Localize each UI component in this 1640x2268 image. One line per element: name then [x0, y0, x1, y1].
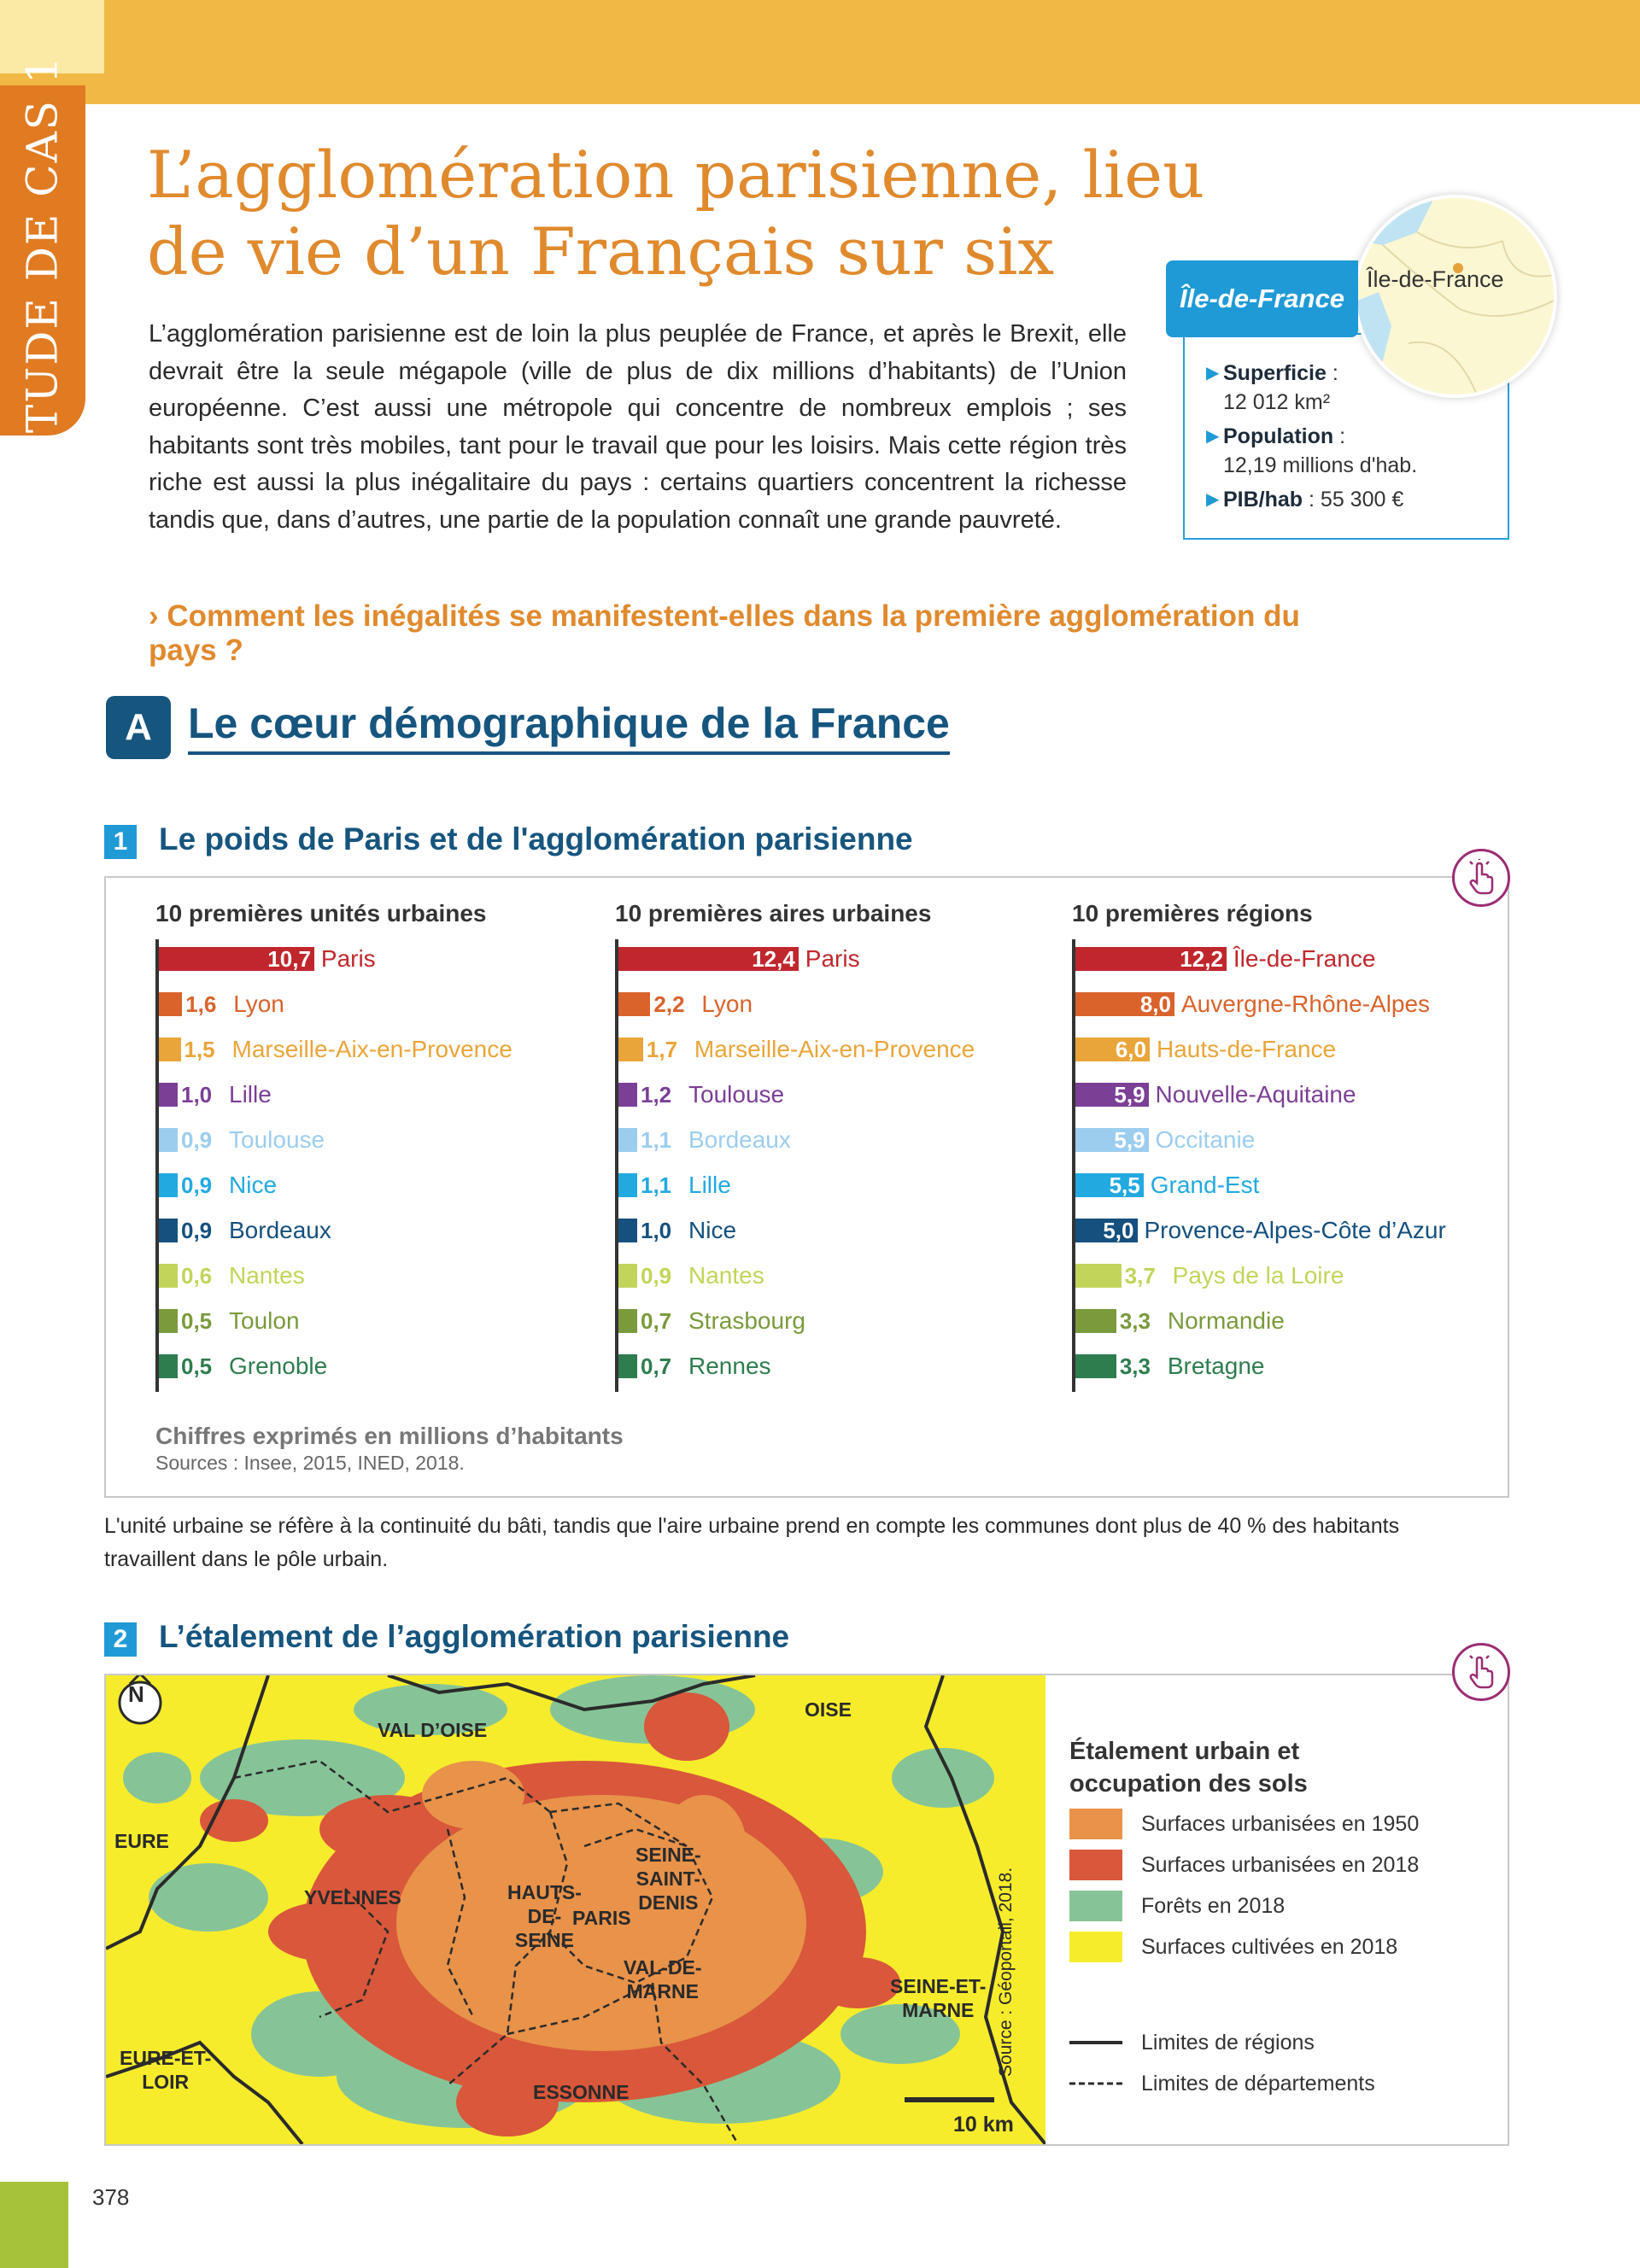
- bar-row: [618, 1038, 1097, 1063]
- hand-pointer-icon: [1462, 859, 1500, 897]
- bar: [159, 1128, 178, 1152]
- bar-row: [618, 1264, 1097, 1289]
- section-badge: A: [106, 696, 171, 759]
- bullet-icon: ▶: [1206, 490, 1220, 509]
- locator-map-icon: [1357, 198, 1554, 395]
- bar: [159, 1219, 178, 1242]
- bar-row: [159, 1264, 637, 1289]
- bar-label: Lyon: [233, 991, 284, 1017]
- bar-value: 1,7: [646, 1037, 678, 1062]
- bar-label: Nouvelle-Aquitaine: [1155, 1081, 1356, 1108]
- bar-label: Lille: [229, 1081, 272, 1108]
- bar-row: [1075, 1083, 1554, 1108]
- bar-label: Normandie: [1167, 1307, 1285, 1334]
- bar-row: [159, 947, 637, 973]
- bar-label: Strasbourg: [688, 1307, 805, 1334]
- sources: Sources : Insee, 2015, INED, 2018.: [155, 1452, 465, 1474]
- bar-label: Marseille-Aix-en-Provence: [231, 1036, 512, 1062]
- legend-swatch: [1069, 1809, 1122, 1839]
- bar-row: [1075, 1128, 1554, 1154]
- bar-row: [1075, 1173, 1554, 1199]
- bar-value: 10,7: [267, 946, 311, 972]
- bar-value: 12,4: [752, 946, 795, 972]
- bar-row: [618, 947, 1097, 973]
- bar-value: 5,9: [1114, 1127, 1145, 1153]
- bar-value: 3,3: [1119, 1308, 1151, 1334]
- bar-row: [618, 1219, 1097, 1244]
- legend-item: Forêts en 2018: [1069, 1891, 1285, 1921]
- bar-label: Lille: [688, 1172, 731, 1198]
- bar: [618, 1083, 637, 1107]
- info-label: Superficie: [1223, 361, 1327, 385]
- doc2-number: 2: [104, 1622, 137, 1657]
- bar-row: [159, 1354, 637, 1380]
- bar-value: 5,5: [1109, 1172, 1140, 1198]
- bar: [159, 992, 182, 1016]
- bar: [159, 1038, 181, 1061]
- bar-row: [618, 1354, 1097, 1380]
- bar-label: Paris: [320, 945, 376, 972]
- map-label-val-doise: VAL D’OISE: [378, 1719, 488, 1741]
- bar-label: Bretagne: [1167, 1353, 1265, 1379]
- bar: [618, 1038, 643, 1061]
- info-value: 55 300 €: [1320, 488, 1404, 511]
- definition-note: L'unité urbaine se réfère à la continuité du bâti, tandis que l'aire urbaine prend en compte les communes dont plus de 40 % des habitants travaillent dans le pôle urbain.: [104, 1514, 1400, 1571]
- bar-label: Pays de la Loire: [1172, 1262, 1344, 1289]
- bar: [618, 1309, 637, 1333]
- scale-label: 10 km: [953, 2113, 1014, 2136]
- bar-value: 1,1: [641, 1127, 672, 1153]
- map-label-paris: PARIS: [572, 1907, 631, 1929]
- bar-value: 1,1: [641, 1172, 672, 1198]
- bar-value: 6,0: [1115, 1037, 1146, 1062]
- bar-value: 0,7: [641, 1308, 672, 1334]
- bar-label: Toulouse: [688, 1081, 785, 1108]
- section-tab-label: ÉTUDE DE CAS 1: [18, 55, 67, 466]
- bar-value: 5,0: [1103, 1218, 1134, 1243]
- bar-row: [618, 1309, 1097, 1335]
- bar-row: [159, 1219, 637, 1244]
- bar-row: [159, 1128, 637, 1154]
- chart1-title: 10 premières unités urbaines: [155, 900, 487, 926]
- doc2-title: L’étalement de l’agglomération parisienne: [159, 1619, 790, 1654]
- bar: [618, 1173, 637, 1197]
- info-item-pib: ▶ PIB/hab : 55 300 €: [1206, 485, 1496, 514]
- bar-row: [618, 1173, 1097, 1199]
- legend-title: Étalement urbain et occupation des sols: [1069, 1738, 1308, 1797]
- legend-item: Surfaces cultivées en 2018: [1069, 1932, 1397, 1962]
- bar: [159, 1264, 178, 1288]
- bar-value: 0,7: [641, 1353, 672, 1379]
- info-label: Population: [1223, 424, 1334, 448]
- dashed-line-icon: [1069, 2068, 1122, 2099]
- bar: [159, 1309, 178, 1333]
- bar-value: 0,5: [181, 1308, 213, 1334]
- chart2-title: 10 premières aires urbaines: [615, 900, 932, 926]
- info-item-population: ▶ Population : 12,19 millions d'hab.: [1206, 422, 1496, 480]
- bar-row: [1075, 992, 1554, 1018]
- doc1-title: Le poids de Paris et de l'agglomération parisienne: [159, 821, 913, 856]
- legend-swatch: [1069, 1850, 1122, 1880]
- bar: [1075, 1264, 1122, 1288]
- bar-row: [618, 1128, 1097, 1154]
- scale-bar: [905, 2097, 994, 2102]
- interactive-button[interactable]: [1452, 849, 1510, 907]
- bar-value: 0,9: [181, 1127, 213, 1153]
- bar-label: Nice: [688, 1217, 737, 1243]
- bar-label: Toulouse: [229, 1126, 325, 1153]
- bar-label: Lyon: [701, 991, 753, 1017]
- bar-label: Provence-Alpes-Côte d’Azur: [1144, 1217, 1446, 1243]
- bar-value: 0,9: [181, 1218, 213, 1243]
- bar: [618, 1128, 637, 1152]
- info-item-superficie: ▶ Superficie : 12 012 km²: [1206, 359, 1496, 417]
- map-source: Source : Géoportail, 2018.: [996, 1867, 1016, 2077]
- map-label-hauts-de-seine: HAUTS- DE- SEINE: [507, 1881, 582, 1951]
- bar-value: 8,0: [1139, 991, 1171, 1017]
- map-label-val-de-marne: VAL-DE- MARNE: [624, 1956, 702, 2002]
- bullet-icon: ▶: [1206, 364, 1220, 383]
- bar-value: 0,9: [641, 1263, 672, 1289]
- info-tab: Île-de-France: [1166, 260, 1358, 337]
- bar: [1075, 1354, 1116, 1378]
- bar: [159, 1083, 178, 1107]
- page-title: L’agglomération parisienne, lieu de vie d’un Français sur six: [147, 137, 1205, 289]
- bar-row: [159, 1038, 637, 1063]
- bar-label: Grenoble: [229, 1353, 328, 1379]
- legend-item: Limites de départements: [1069, 2068, 1375, 2099]
- map-label-eure-et-loir: EURE-ET- LOIR: [120, 2047, 212, 2093]
- map-label-yvelines: YVELINES: [304, 1886, 401, 1909]
- bar-value: 3,3: [1119, 1353, 1151, 1379]
- bar-row: [618, 992, 1097, 1018]
- top-band: [0, 0, 1640, 104]
- bar-row: [159, 1083, 637, 1108]
- bar-row: [1075, 1264, 1554, 1289]
- bar-label: Hauts-de-France: [1157, 1036, 1337, 1062]
- bar-label: Occitanie: [1155, 1126, 1256, 1153]
- bar-row: [1075, 1219, 1554, 1244]
- bar-value: 1,6: [185, 991, 217, 1017]
- globe-label: Île-de-France: [1367, 266, 1504, 292]
- bar-value: 1,0: [181, 1082, 213, 1108]
- legend-item: Surfaces urbanisées en 1950: [1069, 1809, 1419, 1839]
- bar-value: 0,6: [181, 1263, 213, 1289]
- intro-paragraph: L’agglomération parisienne est de loin la plus peuplée de France, et après le Brexit, elle devrait être la seule mégapole (ville de plus de dix millions d’habitants) de l’Union européenne. C’est aussi une métropole qui concentre de nombreux emplois ; ses habitants sont très mobiles, tant pour le travail que pour les loisirs. Mais cette région très riche est aussi la plus inégalitaire du pays : certains quartiers concentrent la richesse tandis que, dans d’autres, une partie de la population connaît une grande pauvreté.: [149, 320, 1127, 534]
- urban-sprawl-map: [106, 1675, 1046, 2144]
- page-footer-bar: [0, 2182, 68, 2268]
- page-number: 378: [92, 2184, 130, 2210]
- bar-label: Marseille-Aix-en-Provence: [694, 1036, 975, 1062]
- bar-row: [1075, 1038, 1554, 1063]
- bar: [618, 1219, 637, 1242]
- map-label-essonne: ESSONNE: [533, 2081, 630, 2103]
- bar-value: 0,5: [181, 1353, 213, 1379]
- bar-value: 5,9: [1114, 1082, 1145, 1108]
- bar: [159, 1173, 178, 1197]
- bar-label: Grand-Est: [1150, 1172, 1260, 1198]
- bar-label: Rennes: [688, 1353, 771, 1379]
- bar: [618, 1264, 637, 1288]
- bullet-icon: ▶: [1206, 427, 1220, 446]
- locator-globe: [1354, 195, 1557, 398]
- legend-swatch: [1069, 1932, 1122, 1962]
- bar-label: Île-de-France: [1233, 945, 1376, 972]
- bar: [618, 992, 650, 1016]
- bar: [618, 1354, 637, 1378]
- bar-label: Bordeaux: [688, 1126, 791, 1153]
- north-label: N: [128, 1681, 144, 1707]
- info-value: 12,19 millions d'hab.: [1223, 453, 1418, 477]
- bar-value: 2,2: [653, 991, 685, 1017]
- guiding-question: › Comment les inégalités se manifestent-elles dans la première agglomération du pays ?: [149, 599, 1300, 667]
- map-label-eure: EURE: [114, 1830, 169, 1852]
- bar-row: [1075, 1309, 1554, 1335]
- bar-row: [1075, 947, 1554, 973]
- bar-label: Bordeaux: [229, 1217, 331, 1243]
- bar-label: Toulon: [229, 1307, 300, 1334]
- bar-label: Nantes: [688, 1262, 764, 1289]
- bar-value: 1,2: [641, 1082, 672, 1108]
- info-label: PIB/hab: [1223, 488, 1303, 511]
- bar-label: Nice: [229, 1172, 278, 1198]
- bar-row: [618, 1083, 1097, 1108]
- bar-label: Auvergne-Rhône-Alpes: [1181, 991, 1431, 1017]
- map-label-seine-saint-denis: SEINE- SAINT- DENIS: [636, 1844, 701, 1914]
- legend-item: Limites de régions: [1069, 2027, 1315, 2058]
- bar-value: 1,0: [641, 1218, 672, 1243]
- legend-swatch: [1069, 1891, 1122, 1921]
- info-value: 12 012 km²: [1223, 390, 1331, 414]
- solid-line-icon: [1069, 2027, 1122, 2058]
- bar-label: Paris: [805, 945, 860, 972]
- section-title: Le cœur démographique de la France: [188, 699, 950, 755]
- bar-value: 0,9: [181, 1172, 213, 1198]
- interactive-button[interactable]: [1452, 1643, 1510, 1701]
- bar: [1075, 1309, 1116, 1333]
- bar-row: [1075, 1354, 1554, 1380]
- units-note: Chiffres exprimés en millions d’habitants: [155, 1423, 624, 1449]
- bar-value: 1,5: [184, 1037, 215, 1062]
- bar-row: [159, 1309, 637, 1335]
- bar-value: 12,2: [1180, 946, 1223, 972]
- bar-value: 3,7: [1124, 1263, 1156, 1289]
- doc1-number: 1: [104, 825, 137, 859]
- hand-pointer-icon: [1462, 1653, 1500, 1691]
- bar: [159, 1354, 178, 1378]
- legend-item: Surfaces urbanisées en 2018: [1069, 1850, 1419, 1880]
- map-label-oise: OISE: [805, 1698, 852, 1721]
- map-label-seine-et-marne: SEINE-ET- MARNE: [890, 1975, 987, 2021]
- chart3-title: 10 premières régions: [1072, 900, 1313, 926]
- bar-row: [159, 1173, 637, 1199]
- bar-row: [159, 992, 637, 1018]
- bar-label: Nantes: [229, 1262, 305, 1289]
